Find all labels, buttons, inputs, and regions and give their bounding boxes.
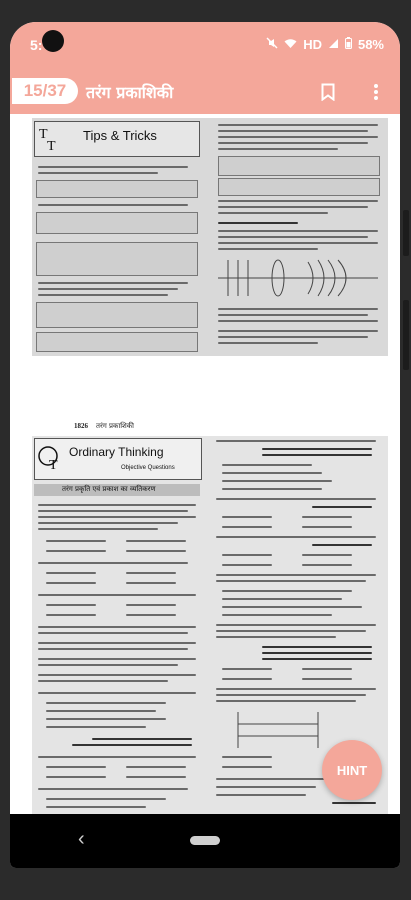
more-vert-icon: [373, 83, 379, 101]
volume-button: [403, 210, 409, 256]
text-line: [218, 230, 378, 232]
text-line: [38, 172, 158, 174]
text-line: [46, 776, 106, 778]
text-line: [46, 806, 146, 808]
text-line: [218, 124, 378, 126]
network-type-label: HD: [303, 37, 322, 52]
text-line: [126, 540, 186, 542]
text-line: [38, 510, 188, 512]
text-line: [222, 614, 332, 616]
bookmark-button[interactable]: [314, 78, 342, 106]
text-line: [216, 778, 326, 780]
tips-tricks-heading: Tips & Tricks: [83, 128, 157, 143]
text-line: [218, 212, 328, 214]
svg-text:T: T: [49, 458, 58, 473]
text-line: [38, 528, 158, 530]
text-line: [222, 678, 272, 680]
formula-block: [36, 302, 198, 328]
status-time: 5:: [30, 37, 43, 53]
text-line: [222, 554, 272, 556]
text-line: [218, 142, 368, 144]
text-line: [262, 658, 372, 660]
text-line: [46, 726, 146, 728]
navigation-bar: [10, 814, 400, 868]
text-line: [222, 464, 312, 466]
text-line: [302, 678, 352, 680]
text-line: [46, 710, 156, 712]
text-line: [38, 788, 188, 790]
text-line: [46, 718, 166, 720]
text-line: [46, 550, 106, 552]
svg-text:T: T: [47, 139, 56, 154]
text-line: [222, 766, 272, 768]
status-icons: [266, 37, 384, 52]
home-pill-icon[interactable]: [190, 836, 220, 845]
text-line: [218, 222, 298, 224]
text-line: [302, 554, 352, 556]
text-line: [218, 236, 368, 238]
formula-block: [218, 178, 380, 196]
text-line: [302, 516, 352, 518]
text-line: [38, 692, 196, 694]
ordinary-thinking-heading: Ordinary Thinking: [69, 445, 164, 459]
document-viewer[interactable]: [10, 114, 400, 814]
text-line: [218, 136, 378, 138]
text-line: [218, 314, 368, 316]
app-bar: [10, 72, 400, 114]
battery-icon: [345, 37, 352, 52]
text-line: [126, 776, 186, 778]
text-line: [126, 550, 186, 552]
wavefront-diagram: [218, 256, 378, 300]
section-title: तरंग प्रकृति एवं प्रकाश का व्यतिकरण: [62, 485, 156, 493]
page-number: 1826: [74, 422, 88, 430]
text-line: [46, 572, 96, 574]
text-line: [216, 700, 356, 702]
power-button: [403, 300, 409, 370]
text-line: [262, 454, 372, 456]
text-line: [126, 604, 176, 606]
text-line: [312, 506, 372, 508]
top-page: [32, 118, 388, 356]
text-line: [218, 242, 378, 244]
text-line: [38, 674, 196, 676]
text-line: [216, 794, 306, 796]
text-line: [38, 522, 178, 524]
text-line: [262, 646, 372, 648]
formula-block: [36, 212, 198, 234]
text-line: [222, 526, 272, 528]
text-line: [216, 624, 376, 626]
ordinary-thinking-logo-icon: [37, 443, 67, 473]
text-line: [126, 614, 176, 616]
text-line: [216, 574, 376, 576]
page-running-title: तरंग प्रकाशिकी: [96, 422, 134, 430]
text-line: [222, 516, 272, 518]
text-line: [216, 498, 376, 500]
text-line: [218, 206, 368, 208]
text-line: [218, 336, 368, 338]
text-line: [38, 756, 196, 758]
text-line: [46, 582, 96, 584]
text-line: [218, 130, 368, 132]
ordinary-thinking-header: [34, 438, 202, 480]
text-line: [38, 204, 188, 206]
text-line: [302, 526, 352, 528]
app-title: तरंग प्रकाशिकी: [86, 83, 174, 102]
text-line: [46, 702, 166, 704]
text-line: [46, 766, 106, 768]
text-line: [302, 668, 352, 670]
section-title-bar: [34, 484, 200, 496]
text-line: [38, 288, 178, 290]
text-line: [38, 562, 188, 564]
text-line: [126, 766, 186, 768]
text-line: [218, 342, 318, 344]
battery-percent: 58%: [357, 37, 384, 52]
text-line: [218, 200, 378, 202]
text-line: [262, 448, 372, 450]
slit-diagram: [228, 710, 328, 750]
text-line: [38, 594, 196, 596]
text-line: [46, 540, 106, 542]
text-line: [222, 564, 272, 566]
formula-block: [36, 242, 198, 276]
text-line: [38, 626, 196, 628]
page-counter: 15/37: [12, 78, 78, 104]
formula-block: [36, 180, 198, 198]
text-line: [302, 564, 352, 566]
text-line: [332, 802, 376, 804]
front-camera: [42, 30, 64, 52]
mute-icon: [266, 37, 278, 52]
tips-tricks-logo-icon: [37, 124, 67, 154]
text-line: [222, 668, 272, 670]
text-line: [222, 472, 322, 474]
text-line: [222, 590, 352, 592]
text-line: [38, 658, 196, 660]
text-line: [312, 544, 372, 546]
text-line: [38, 642, 196, 644]
signal-icon: [328, 37, 339, 52]
text-line: [126, 572, 176, 574]
text-line: [222, 598, 342, 600]
text-line: [218, 330, 378, 332]
text-line: [216, 694, 366, 696]
text-line: [218, 248, 318, 250]
text-line: [46, 604, 96, 606]
text-line: [92, 738, 192, 740]
text-line: [216, 786, 316, 788]
text-line: [38, 516, 196, 518]
text-line: [216, 536, 376, 538]
text-line: [218, 308, 378, 310]
text-line: [72, 744, 192, 746]
text-line: [216, 580, 366, 582]
text-line: [222, 480, 332, 482]
text-line: [38, 680, 168, 682]
hint-button[interactable]: HINT: [322, 740, 382, 800]
text-line: [216, 636, 336, 638]
text-line: [216, 440, 376, 442]
status-bar: [10, 22, 400, 72]
text-line: [38, 294, 168, 296]
text-line: [38, 632, 188, 634]
formula-block: [218, 156, 380, 176]
tips-tricks-header: [34, 121, 200, 157]
formula-block: [36, 332, 198, 352]
text-line: [216, 688, 376, 690]
text-line: [262, 652, 372, 654]
text-line: [46, 798, 166, 800]
text-line: [222, 606, 362, 608]
text-line: [222, 488, 322, 490]
text-line: [38, 166, 188, 168]
text-line: [38, 648, 188, 650]
wifi-icon: [284, 37, 297, 52]
objective-questions-subheading: Objective Questions: [121, 465, 175, 471]
text-line: [38, 282, 188, 284]
text-line: [38, 664, 178, 666]
text-line: [38, 504, 196, 506]
text-line: [222, 756, 272, 758]
screen: [10, 22, 400, 868]
bookmark-icon: [321, 83, 335, 101]
svg-text:T: T: [39, 127, 48, 142]
text-line: [218, 320, 378, 322]
text-line: [46, 614, 96, 616]
text-line: [218, 148, 338, 150]
text-line: [216, 630, 366, 632]
text-line: [126, 582, 176, 584]
overflow-menu-button[interactable]: [362, 78, 390, 106]
back-chevron-icon[interactable]: ‹: [78, 828, 85, 850]
